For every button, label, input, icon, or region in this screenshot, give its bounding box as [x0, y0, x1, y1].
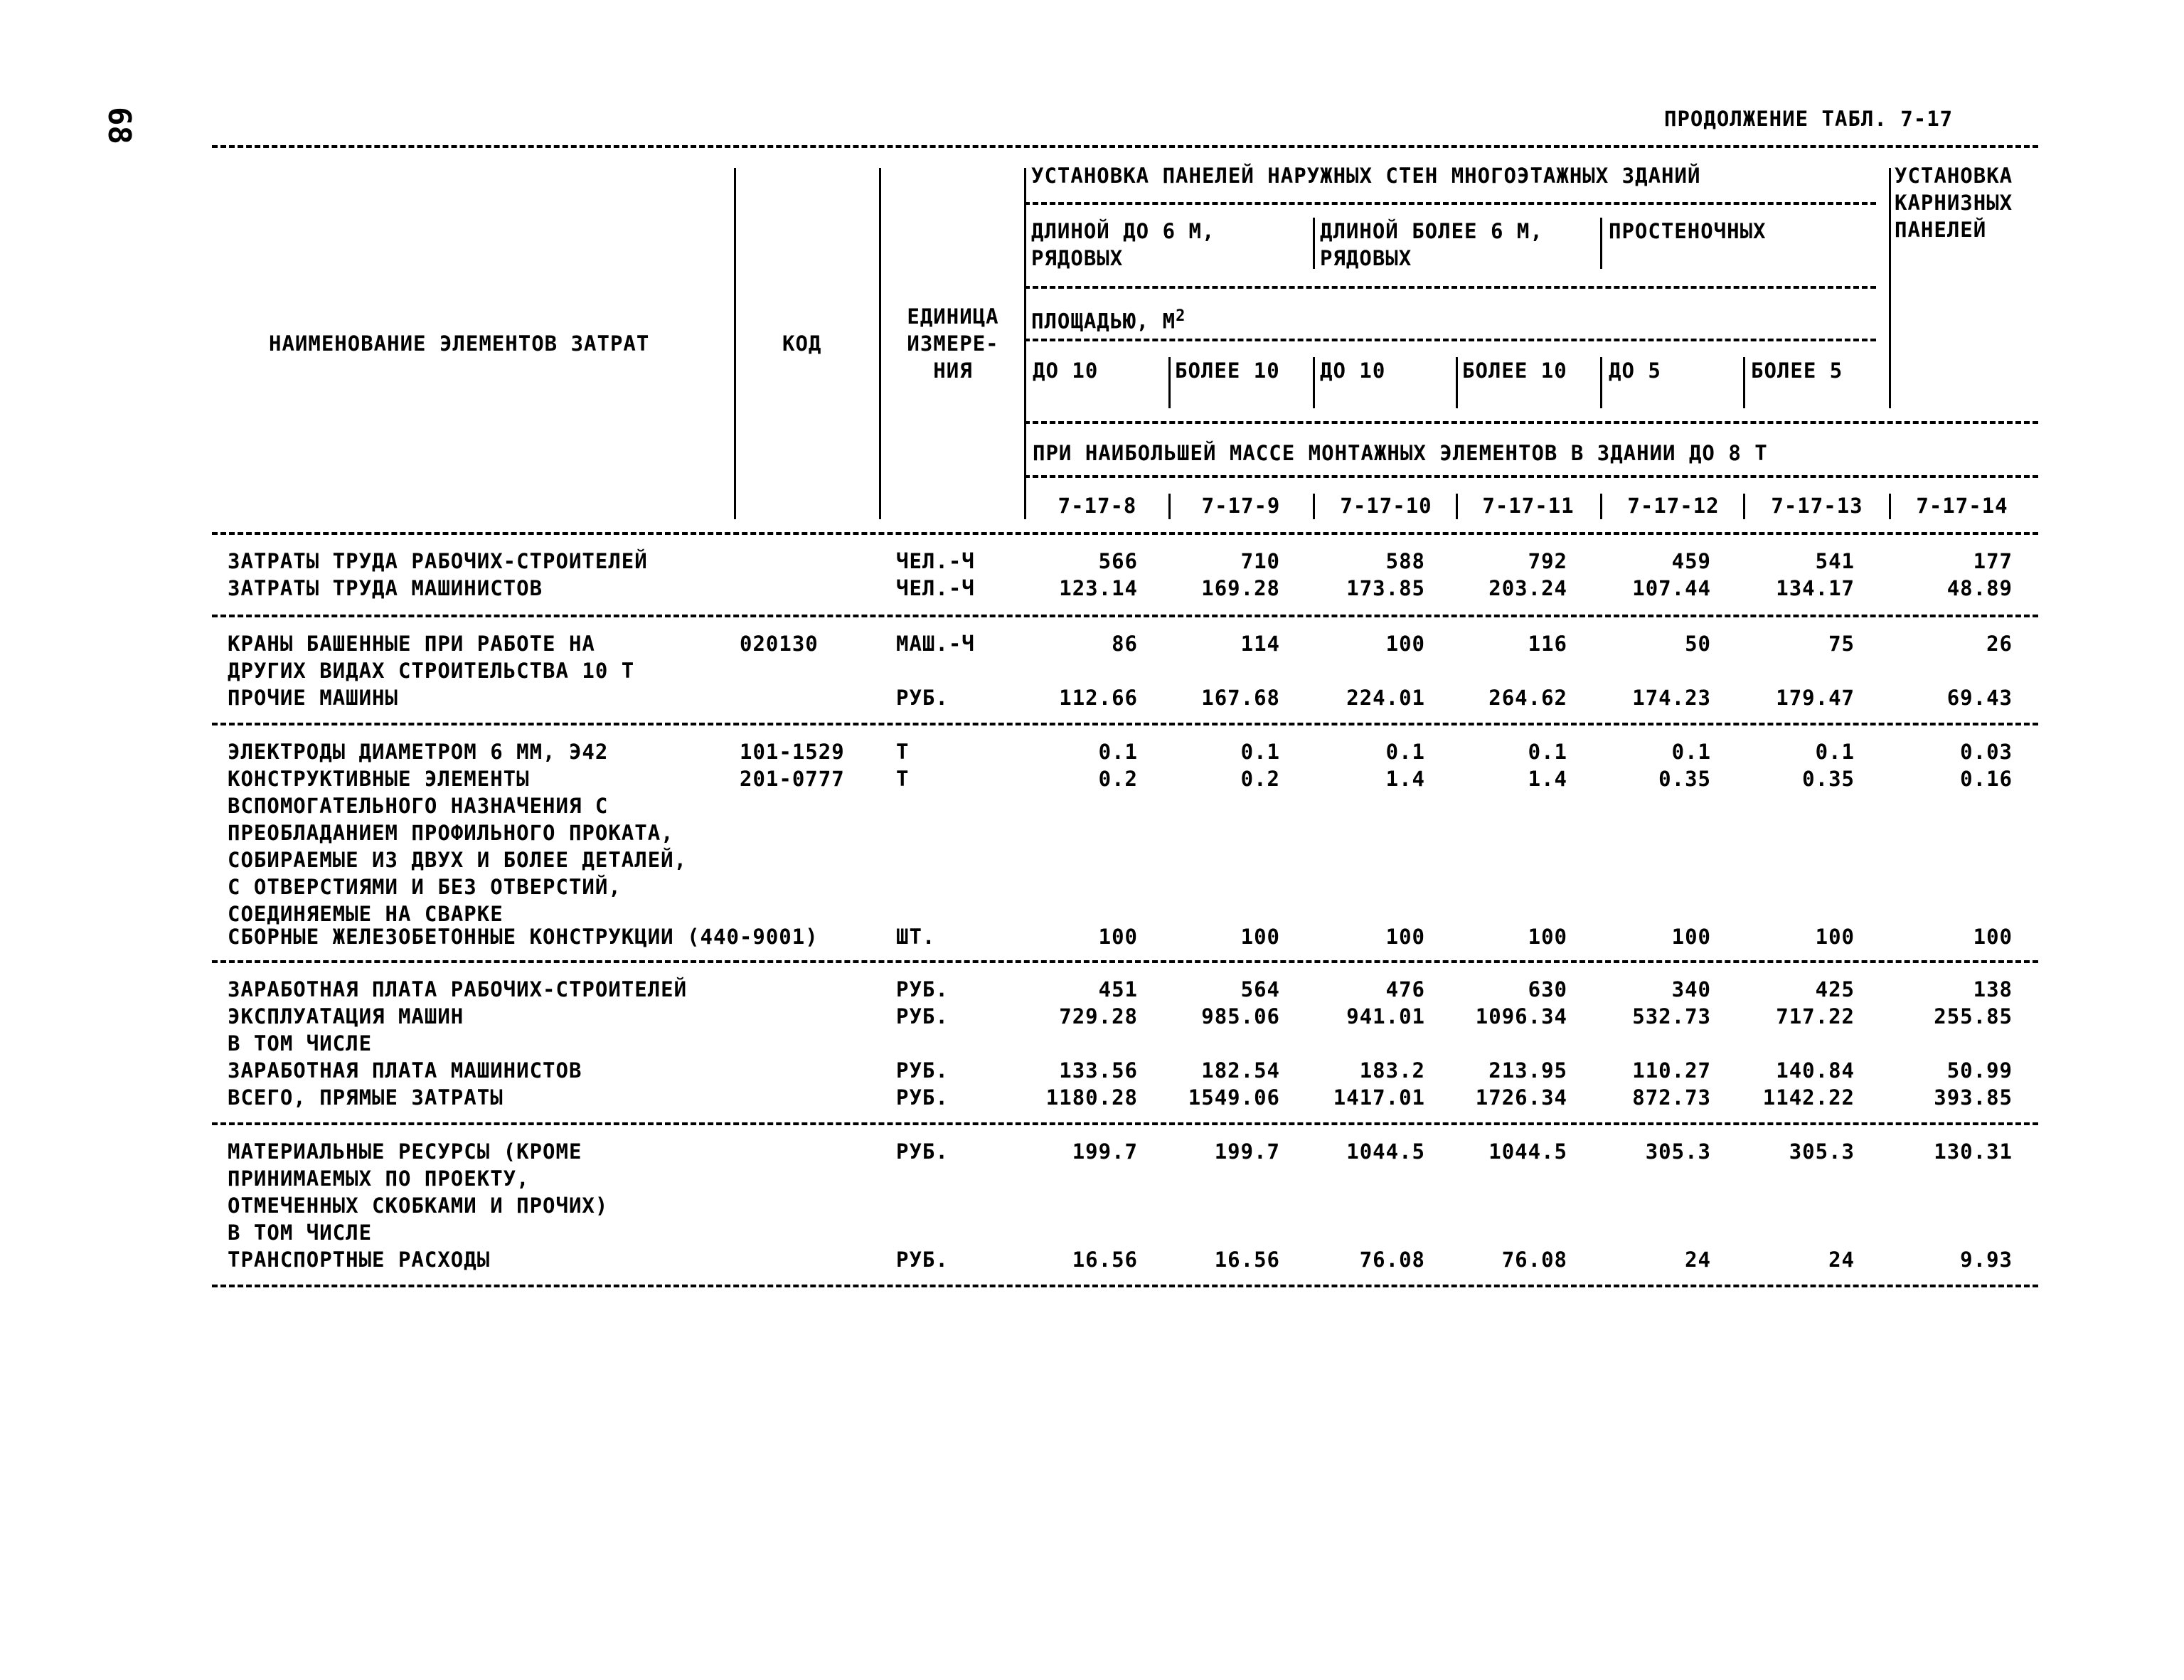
materials-value-1: 199.7	[1072, 1139, 1138, 1164]
cranes-value-5: 50	[1685, 632, 1711, 656]
code-col-6: 7-17-13	[1771, 494, 1863, 518]
vbar-name-code	[734, 168, 736, 519]
labor_operators-value-4: 203.24	[1488, 576, 1567, 600]
rule-sub	[1024, 286, 1876, 289]
vbar-range-3	[1313, 357, 1315, 408]
direct_total-value-1: 1180.28	[1045, 1085, 1138, 1110]
materials-unit: РУБ.	[896, 1139, 949, 1164]
structural-name-line-4: СОБИРАЕМЫЕ ИЗ ДВУХ И БОЛЕЕ ДЕТАЛЕЙ,	[228, 848, 688, 872]
other_machines-value-5: 174.23	[1632, 686, 1711, 710]
structural-name-line-2: ВСПОМОГАТЕЛЬНОГО НАЗНАЧЕНИЯ С	[228, 794, 609, 818]
labor_workers-unit: ЧЕЛ.-Ч	[896, 549, 975, 573]
vbar-code-4	[1456, 494, 1458, 519]
vbar-range-2	[1168, 357, 1171, 408]
vbar-sub-c	[1600, 218, 1602, 269]
electrodes-code: 101-1529	[740, 740, 845, 764]
vbar-code-6	[1743, 494, 1745, 519]
header-unit-line1: ЕДИНИЦА	[907, 304, 999, 329]
labor_operators-unit: ЧЕЛ.-Ч	[896, 576, 975, 600]
precast-value-3: 100	[1385, 925, 1425, 949]
cranes-value-3: 100	[1385, 632, 1425, 656]
header-sub-b-line1: ДЛИНОЙ БОЛЕЕ 6 М,	[1320, 219, 1543, 243]
electrodes-unit: Т	[896, 740, 910, 764]
machine_ops-value-6: 717.22	[1776, 1004, 1855, 1028]
rule-sec2	[212, 723, 2038, 725]
transport-name: ТРАНСПОРТНЫЕ РАСХОДЫ	[228, 1248, 491, 1272]
vbar-unit-data	[1024, 168, 1026, 519]
structural-name-line-5: С ОТВЕРСТИЯМИ И БЕЗ ОТВЕРСТИЙ,	[228, 875, 622, 899]
header-cornice-line2: КАРНИЗНЫХ	[1895, 191, 2013, 215]
header-sub-b-line2: РЯДОВЫХ	[1320, 246, 1412, 270]
materials-value-5: 305.3	[1645, 1139, 1711, 1164]
operator_wages-value-1: 133.56	[1059, 1058, 1138, 1083]
electrodes-value-6: 0.1	[1815, 740, 1855, 764]
structural-value-1: 0.2	[1098, 767, 1138, 791]
transport-value-7: 9.93	[1960, 1248, 2013, 1272]
labor_workers-value-2: 710	[1240, 549, 1280, 573]
machine_ops-value-3: 941.01	[1346, 1004, 1425, 1028]
direct_total-name: ВСЕГО, ПРЯМЫЕ ЗАТРАТЫ	[228, 1085, 504, 1110]
area-range-4: БОЛЕЕ 10	[1462, 358, 1567, 383]
page-number: 68	[101, 107, 137, 144]
wages-value-5: 340	[1671, 977, 1711, 1001]
structural-value-4: 1.4	[1528, 767, 1567, 791]
other_machines-value-6: 179.47	[1776, 686, 1855, 710]
structural-value-7: 0.16	[1960, 767, 2013, 791]
vbar-range-4	[1456, 357, 1458, 408]
incl_1-name: В ТОМ ЧИСЛЕ	[228, 1031, 373, 1056]
header-sub-a-line1: ДЛИНОЙ ДО 6 М,	[1031, 219, 1215, 243]
electrodes-value-4: 0.1	[1528, 740, 1567, 764]
transport-unit: РУБ.	[896, 1248, 949, 1272]
structural-value-2: 0.2	[1240, 767, 1280, 791]
vbar-code-5	[1600, 494, 1602, 519]
materials-value-6: 305.3	[1789, 1139, 1855, 1164]
materials-name-line-3: ОТМЕЧЕННЫХ СКОБКАМИ И ПРОЧИХ)	[228, 1193, 609, 1218]
electrodes-value-5: 0.1	[1671, 740, 1711, 764]
wages-value-7: 138	[1973, 977, 2013, 1001]
materials-value-3: 1044.5	[1346, 1139, 1425, 1164]
vbar-code-3	[1313, 494, 1315, 519]
direct_total-value-5: 872.73	[1632, 1085, 1711, 1110]
machine_ops-unit: РУБ.	[896, 1004, 949, 1028]
transport-value-4: 76.08	[1501, 1248, 1567, 1272]
code-col-1: 7-17-8	[1058, 494, 1137, 518]
labor_workers-value-1: 566	[1098, 549, 1138, 573]
labor_operators-value-7: 48.89	[1946, 576, 2013, 600]
header-sub-a-line2: РЯДОВЫХ	[1031, 246, 1124, 270]
precast-value-6: 100	[1815, 925, 1855, 949]
rule-area	[1024, 339, 1876, 341]
cranes-value-7: 26	[1986, 632, 2013, 656]
incl_2-name: В ТОМ ЧИСЛЕ	[228, 1221, 373, 1245]
cranes-value-6: 75	[1828, 632, 1855, 656]
area-range-1: ДО 10	[1033, 358, 1099, 383]
operator_wages-unit: РУБ.	[896, 1058, 949, 1083]
labor_workers-value-4: 792	[1528, 549, 1567, 573]
structural-name-line-3: ПРЕОБЛАДАНИЕМ ПРОФИЛЬНОГО ПРОКАТА,	[228, 821, 674, 845]
cranes-name-line-2: ДРУГИХ ВИДАХ СТРОИТЕЛЬСТВА 10 Т	[228, 659, 635, 683]
structural-name-line-6: СОЕДИНЯЕМЫЕ НА СВАРКЕ	[228, 902, 504, 926]
electrodes-value-1: 0.1	[1098, 740, 1138, 764]
code-col-2: 7-17-9	[1201, 494, 1281, 518]
precast-value-7: 100	[1973, 925, 2013, 949]
wages-name: ЗАРАБОТНАЯ ПЛАТА РАБОЧИХ-СТРОИТЕЛЕЙ	[228, 977, 688, 1001]
machine_ops-value-2: 985.06	[1201, 1004, 1280, 1028]
vbar-code-2	[1168, 494, 1171, 519]
structural-value-5: 0.35	[1658, 767, 1711, 791]
other_machines-value-2: 167.68	[1201, 686, 1280, 710]
labor_operators-value-5: 107.44	[1632, 576, 1711, 600]
labor_operators-value-2: 169.28	[1201, 576, 1280, 600]
machine_ops-value-5: 532.73	[1632, 1004, 1711, 1028]
other_machines-value-1: 112.66	[1059, 686, 1138, 710]
materials-value-7: 130.31	[1934, 1139, 2013, 1164]
operator_wages-value-3: 183.2	[1359, 1058, 1425, 1083]
transport-value-5: 24	[1685, 1248, 1711, 1272]
header-unit-line2: ИЗМЕРЕ-	[907, 331, 999, 356]
wages-unit: РУБ.	[896, 977, 949, 1001]
operator_wages-value-6: 140.84	[1776, 1058, 1855, 1083]
labor_operators-value-3: 173.85	[1346, 576, 1425, 600]
rule-group	[1024, 202, 1876, 205]
structural-name-line-1: КОНСТРУКТИВНЫЕ ЭЛЕМЕНТЫ	[228, 767, 530, 791]
rule-sec1	[212, 615, 2038, 617]
labor_operators-name: ЗАТРАТЫ ТРУДА МАШИНИСТОВ	[228, 576, 543, 600]
labor_operators-value-6: 134.17	[1776, 576, 1855, 600]
electrodes-value-7: 0.03	[1960, 740, 2013, 764]
precast-value-5: 100	[1671, 925, 1711, 949]
electrodes-value-3: 0.1	[1385, 740, 1425, 764]
precast-value-1: 100	[1098, 925, 1138, 949]
cranes-value-1: 86	[1112, 632, 1138, 656]
code-col-7: 7-17-14	[1916, 494, 2008, 518]
operator_wages-value-2: 182.54	[1201, 1058, 1280, 1083]
direct_total-value-2: 1549.06	[1188, 1085, 1280, 1110]
header-cornice-line3: ПАНЕЛЕЙ	[1895, 218, 1987, 242]
direct_total-value-4: 1726.34	[1475, 1085, 1567, 1110]
header-sub-c: ПРОСТЕНОЧНЫХ	[1609, 219, 1767, 243]
labor_workers-value-5: 459	[1671, 549, 1711, 573]
header-group-title: УСТАНОВКА ПАНЕЛЕЙ НАРУЖНЫХ СТЕН МНОГОЭТАЖНЫХ ЗДАНИЙ	[1031, 164, 1701, 188]
header-code-col: КОД	[782, 331, 822, 356]
vbar-range-6	[1743, 357, 1745, 408]
operator_wages-value-4: 213.95	[1488, 1058, 1567, 1083]
wages-value-1: 451	[1098, 977, 1138, 1001]
code-col-4: 7-17-11	[1482, 494, 1575, 518]
machine_ops-value-1: 729.28	[1059, 1004, 1138, 1028]
electrodes-name: ЭЛЕКТРОДЫ ДИАМЕТРОМ 6 ММ, Э42	[228, 740, 609, 764]
continuation-title: ПРОДОЛЖЕНИЕ ТАБЛ. 7-17	[1664, 107, 1954, 131]
rule-sec3	[212, 960, 2038, 963]
rule-header-end	[212, 532, 2038, 535]
header-name-col: НАИМЕНОВАНИЕ ЭЛЕМЕНТОВ ЗАТРАТ	[269, 331, 650, 356]
labor_workers-name: ЗАТРАТЫ ТРУДА РАБОЧИХ-СТРОИТЕЛЕЙ	[228, 549, 648, 573]
labor_workers-value-3: 588	[1385, 549, 1425, 573]
machine_ops-value-7: 255.85	[1934, 1004, 2013, 1028]
mass-note: ПРИ НАИБОЛЬШЕЙ МАССЕ МОНТАЖНЫХ ЭЛЕМЕНТОВ В ЗДАНИИ ДО 8 Т	[1033, 441, 1768, 465]
direct_total-value-7: 393.85	[1934, 1085, 2013, 1110]
transport-value-3: 76.08	[1359, 1248, 1425, 1272]
structural-value-6: 0.35	[1802, 767, 1855, 791]
operator_wages-name: ЗАРАБОТНАЯ ПЛАТА МАШИНИСТОВ	[228, 1058, 582, 1083]
area-label-sup: 2	[1176, 307, 1186, 325]
rule-sec4	[212, 1122, 2038, 1125]
cranes-unit: МАШ.-Ч	[896, 632, 975, 656]
other_machines-value-3: 224.01	[1346, 686, 1425, 710]
other_machines-name: ПРОЧИЕ МАШИНЫ	[228, 686, 398, 710]
area-range-2: БОЛЕЕ 10	[1175, 358, 1280, 383]
direct_total-value-3: 1417.01	[1333, 1085, 1425, 1110]
cranes-value-2: 114	[1240, 632, 1280, 656]
code-col-3: 7-17-10	[1340, 494, 1432, 518]
vbar-sub-b	[1313, 218, 1315, 269]
cranes-code: 020130	[740, 632, 819, 656]
labor_workers-value-6: 541	[1815, 549, 1855, 573]
area-range-5: ДО 5	[1609, 358, 1661, 383]
header-unit-line3: НИЯ	[933, 358, 973, 383]
direct_total-value-6: 1142.22	[1762, 1085, 1855, 1110]
transport-value-1: 16.56	[1072, 1248, 1138, 1272]
direct_total-unit: РУБ.	[896, 1085, 949, 1110]
precast-name: СБОРНЫЕ ЖЕЛЕЗОБЕТОННЫЕ КОНСТРУКЦИИ (440-9001)	[228, 925, 819, 949]
materials-value-4: 1044.5	[1488, 1139, 1567, 1164]
materials-name-line-1: МАТЕРИАЛЬНЫЕ РЕСУРСЫ (КРОМЕ	[228, 1139, 582, 1164]
machine_ops-name: ЭКСПЛУАТАЦИЯ МАШИН	[228, 1004, 464, 1028]
operator_wages-value-7: 50.99	[1946, 1058, 2013, 1083]
header-area-label	[1031, 304, 1186, 334]
transport-value-6: 24	[1828, 1248, 1855, 1272]
wages-value-2: 564	[1240, 977, 1280, 1001]
area-range-3: ДО 10	[1320, 358, 1386, 383]
wages-value-3: 476	[1385, 977, 1425, 1001]
vbar-cornice	[1889, 168, 1891, 408]
cranes-value-4: 116	[1528, 632, 1567, 656]
machine_ops-value-4: 1096.34	[1475, 1004, 1567, 1028]
wages-value-6: 425	[1815, 977, 1855, 1001]
code-col-5: 7-17-12	[1627, 494, 1720, 518]
structural-value-3: 1.4	[1385, 767, 1425, 791]
structural-code: 201-0777	[740, 767, 845, 791]
wages-value-4: 630	[1528, 977, 1567, 1001]
rule-bottom	[212, 1285, 2038, 1287]
cranes-name-line-1: КРАНЫ БАШЕННЫЕ ПРИ РАБОТЕ НА	[228, 632, 595, 656]
electrodes-value-2: 0.1	[1240, 740, 1280, 764]
other_machines-value-4: 264.62	[1488, 686, 1567, 710]
area-range-6: БОЛЕЕ 5	[1751, 358, 1843, 383]
materials-name-line-2: ПРИНИМАЕМЫХ ПО ПРОЕКТУ,	[228, 1166, 530, 1191]
precast-value-2: 100	[1240, 925, 1280, 949]
materials-value-2: 199.7	[1214, 1139, 1280, 1164]
rule-ranges	[1024, 421, 2038, 424]
transport-value-2: 16.56	[1214, 1248, 1280, 1272]
area-label-text: ПЛОЩАДЬЮ, М	[1031, 309, 1176, 334]
vbar-code-7	[1889, 494, 1891, 519]
header-cornice-line1: УСТАНОВКА	[1895, 164, 2013, 188]
structural-unit: Т	[896, 767, 910, 791]
vbar-code-unit	[879, 168, 881, 519]
other_machines-unit: РУБ.	[896, 686, 949, 710]
labor_operators-value-1: 123.14	[1059, 576, 1138, 600]
operator_wages-value-5: 110.27	[1632, 1058, 1711, 1083]
labor_workers-value-7: 177	[1973, 549, 2013, 573]
precast-value-4: 100	[1528, 925, 1567, 949]
precast-unit: ШТ.	[896, 925, 936, 949]
other_machines-value-7: 69.43	[1946, 686, 2013, 710]
rule-top	[212, 145, 2038, 148]
vbar-range-5	[1600, 357, 1602, 408]
rule-mass	[1024, 475, 2038, 478]
